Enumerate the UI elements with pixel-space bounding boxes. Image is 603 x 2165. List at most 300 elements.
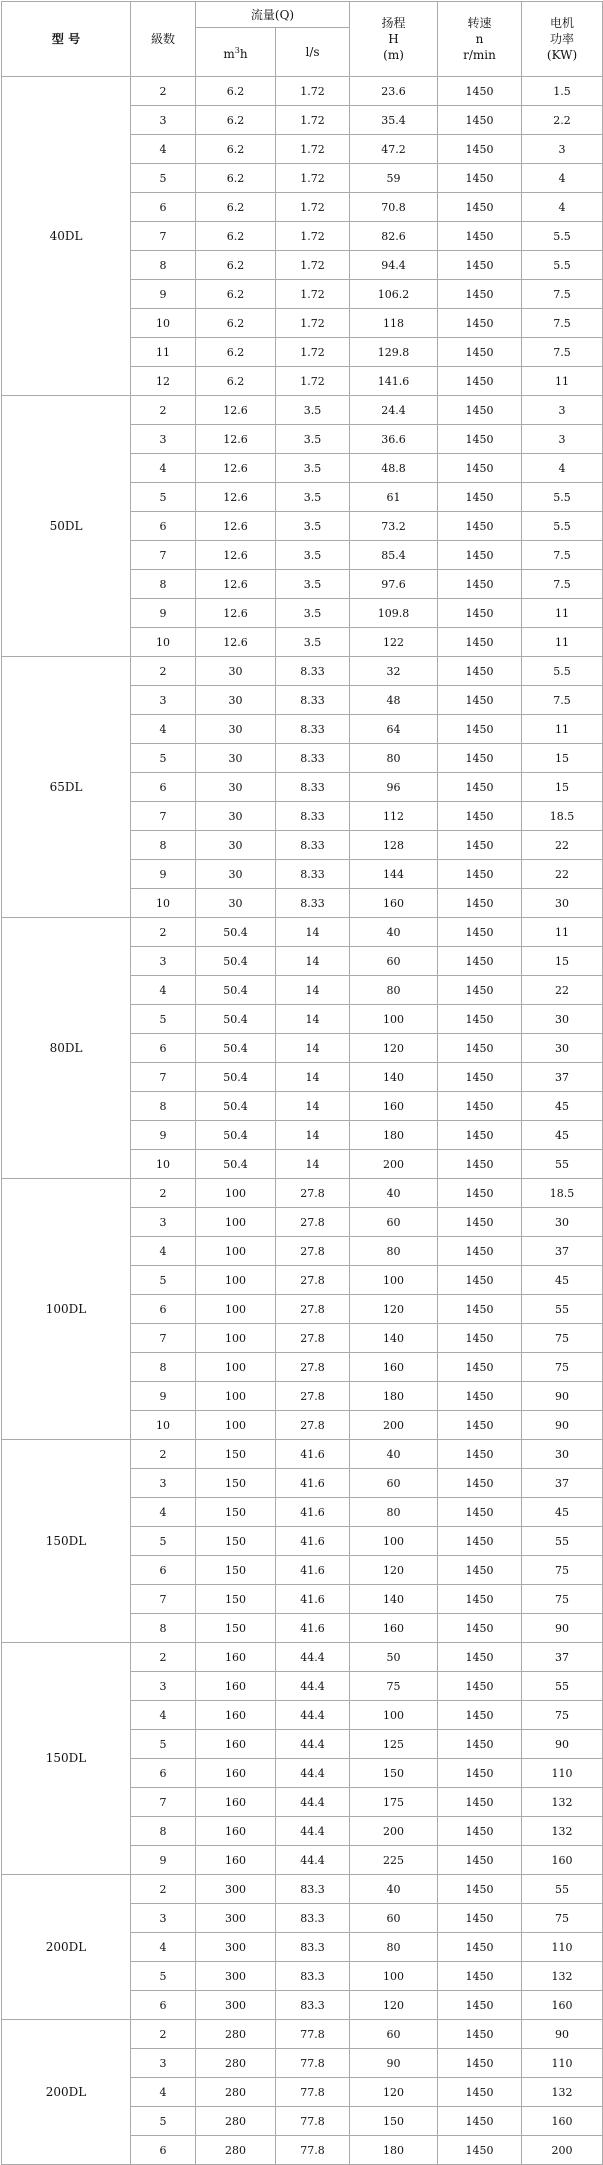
flow-ls-cell: 1.72	[276, 367, 350, 396]
speed-cell: 1450	[438, 1556, 522, 1585]
head-cell: 122	[350, 628, 438, 657]
stages-cell: 6	[131, 512, 196, 541]
flow-m3h-cell: 150	[196, 1469, 276, 1498]
flow-m3h-cell: 100	[196, 1382, 276, 1411]
stages-cell: 4	[131, 1237, 196, 1266]
speed-cell: 1450	[438, 1817, 522, 1846]
speed-cell: 1450	[438, 686, 522, 715]
head-cell: 60	[350, 1904, 438, 1933]
head-cell: 150	[350, 2107, 438, 2136]
speed-cell: 1450	[438, 918, 522, 947]
stages-cell: 3	[131, 106, 196, 135]
flow-m3h-cell: 50.4	[196, 947, 276, 976]
power-cell: 37	[522, 1237, 603, 1266]
flow-ls-cell: 1.72	[276, 280, 350, 309]
flow-m3h-cell: 100	[196, 1295, 276, 1324]
speed-cell: 1450	[438, 2107, 522, 2136]
header-flow-m3h	[196, 28, 276, 77]
stages-cell: 2	[131, 657, 196, 686]
power-cell: 110	[522, 1759, 603, 1788]
stages-cell: 10	[131, 1411, 196, 1440]
speed-cell: 1450	[438, 1759, 522, 1788]
stages-cell: 7	[131, 1788, 196, 1817]
stages-cell: 5	[131, 1005, 196, 1034]
flow-ls-cell: 27.8	[276, 1353, 350, 1382]
head-cell: 40	[350, 1179, 438, 1208]
flow-m3h-cell: 12.6	[196, 628, 276, 657]
speed-cell: 1450	[438, 976, 522, 1005]
power-cell: 7.5	[522, 686, 603, 715]
flow-m3h-cell: 50.4	[196, 1063, 276, 1092]
head-cell: 200	[350, 1411, 438, 1440]
stages-cell: 4	[131, 1701, 196, 1730]
head-cell: 225	[350, 1846, 438, 1875]
stages-cell: 10	[131, 628, 196, 657]
stages-cell: 5	[131, 1962, 196, 1991]
flow-ls-cell: 27.8	[276, 1411, 350, 1440]
head-cell: 100	[350, 1527, 438, 1556]
flow-ls-cell: 3.5	[276, 396, 350, 425]
header-head-line-1: 扬程	[381, 16, 406, 30]
stages-cell: 7	[131, 1324, 196, 1353]
flow-m3h-cell: 150	[196, 1440, 276, 1469]
power-cell: 37	[522, 1469, 603, 1498]
power-cell: 30	[522, 1208, 603, 1237]
stages-cell: 6	[131, 1556, 196, 1585]
flow-m3h-cell: 12.6	[196, 541, 276, 570]
head-cell: 50	[350, 1643, 438, 1672]
stages-cell: 3	[131, 2049, 196, 2078]
head-cell: 140	[350, 1063, 438, 1092]
table-row	[2, 1440, 603, 1469]
head-cell: 32	[350, 657, 438, 686]
head-cell: 36.6	[350, 425, 438, 454]
flow-m3h-cell: 100	[196, 1179, 276, 1208]
power-cell: 90	[522, 1411, 603, 1440]
power-cell: 30	[522, 1034, 603, 1063]
table-row	[2, 918, 603, 947]
flow-ls-cell: 83.3	[276, 1991, 350, 2020]
head-cell: 64	[350, 715, 438, 744]
stages-cell: 4	[131, 454, 196, 483]
speed-cell: 1450	[438, 1034, 522, 1063]
speed-cell: 1450	[438, 367, 522, 396]
head-cell: 109.8	[350, 599, 438, 628]
table-row	[2, 1875, 603, 1904]
speed-cell: 1450	[438, 1353, 522, 1382]
head-cell: 82.6	[350, 222, 438, 251]
speed-cell: 1450	[438, 1933, 522, 1962]
stages-cell: 7	[131, 1063, 196, 1092]
flow-ls-cell: 41.6	[276, 1585, 350, 1614]
flow-ls-cell: 8.33	[276, 773, 350, 802]
header-head-line-2: H	[388, 32, 399, 46]
head-cell: 160	[350, 1353, 438, 1382]
speed-cell: 1450	[438, 831, 522, 860]
power-cell: 75	[522, 1701, 603, 1730]
head-cell: 60	[350, 947, 438, 976]
power-cell: 55	[522, 1150, 603, 1179]
stages-cell: 3	[131, 1904, 196, 1933]
speed-cell: 1450	[438, 860, 522, 889]
stages-cell: 3	[131, 1208, 196, 1237]
head-cell: 75	[350, 1672, 438, 1701]
table-row	[2, 396, 603, 425]
stages-cell: 2	[131, 77, 196, 106]
stages-cell: 5	[131, 2107, 196, 2136]
speed-cell: 1450	[438, 2136, 522, 2165]
head-cell: 85.4	[350, 541, 438, 570]
flow-m3h-cell: 12.6	[196, 512, 276, 541]
power-cell: 132	[522, 1962, 603, 1991]
flow-ls-cell: 44.4	[276, 1788, 350, 1817]
flow-m3h-cell: 100	[196, 1353, 276, 1382]
header-power-line-3: (KW)	[546, 48, 578, 62]
power-cell: 18.5	[522, 1179, 603, 1208]
power-cell: 160	[522, 1991, 603, 2020]
power-cell: 15	[522, 773, 603, 802]
power-cell: 11	[522, 715, 603, 744]
flow-ls-cell: 83.3	[276, 1962, 350, 1991]
flow-ls-cell: 8.33	[276, 744, 350, 773]
stages-cell: 10	[131, 1150, 196, 1179]
head-cell: 70.8	[350, 193, 438, 222]
flow-ls-cell: 3.5	[276, 512, 350, 541]
flow-m3h-cell: 160	[196, 1701, 276, 1730]
speed-cell: 1450	[438, 1962, 522, 1991]
head-cell: 94.4	[350, 251, 438, 280]
stages-cell: 4	[131, 1933, 196, 1962]
speed-cell: 1450	[438, 1092, 522, 1121]
flow-m3h-cell: 160	[196, 1817, 276, 1846]
flow-ls-cell: 1.72	[276, 164, 350, 193]
power-cell: 90	[522, 1614, 603, 1643]
speed-cell: 1450	[438, 1440, 522, 1469]
flow-ls-cell: 83.3	[276, 1875, 350, 1904]
flow-ls-cell: 44.4	[276, 1817, 350, 1846]
flow-ls-cell: 1.72	[276, 309, 350, 338]
stages-cell: 8	[131, 1817, 196, 1846]
flow-m3h-cell: 300	[196, 1962, 276, 1991]
header-power-line-1: 电机	[550, 16, 575, 30]
stages-cell: 8	[131, 570, 196, 599]
head-cell: 120	[350, 1556, 438, 1585]
header-speed-line-3: r/min	[463, 48, 496, 62]
stages-cell: 6	[131, 1034, 196, 1063]
model-cell: 80DL	[2, 918, 131, 1179]
stages-cell: 6	[131, 2136, 196, 2165]
flow-ls-cell: 1.72	[276, 106, 350, 135]
power-cell: 22	[522, 976, 603, 1005]
stages-cell: 9	[131, 280, 196, 309]
power-cell: 15	[522, 744, 603, 773]
speed-cell: 1450	[438, 1672, 522, 1701]
power-cell: 22	[522, 860, 603, 889]
stages-cell: 6	[131, 1295, 196, 1324]
speed-cell: 1450	[438, 1498, 522, 1527]
model-cell: 200DL	[2, 2020, 131, 2165]
flow-m3h-cell: 30	[196, 744, 276, 773]
head-cell: 96	[350, 773, 438, 802]
flow-m3h-cell: 160	[196, 1759, 276, 1788]
head-cell: 160	[350, 1092, 438, 1121]
head-cell: 128	[350, 831, 438, 860]
flow-m3h-cell: 6.2	[196, 164, 276, 193]
speed-cell: 1450	[438, 1208, 522, 1237]
power-cell: 5.5	[522, 483, 603, 512]
stages-cell: 8	[131, 1353, 196, 1382]
speed-cell: 1450	[438, 454, 522, 483]
power-cell: 75	[522, 1353, 603, 1382]
flow-m3h-cell: 6.2	[196, 222, 276, 251]
flow-ls-cell: 14	[276, 1005, 350, 1034]
flow-ls-cell: 41.6	[276, 1440, 350, 1469]
flow-m3h-cell: 300	[196, 1991, 276, 2020]
head-cell: 129.8	[350, 338, 438, 367]
power-cell: 45	[522, 1121, 603, 1150]
flow-ls-cell: 1.72	[276, 338, 350, 367]
head-cell: 48.8	[350, 454, 438, 483]
head-cell: 100	[350, 1266, 438, 1295]
speed-cell: 1450	[438, 1324, 522, 1353]
flow-ls-cell: 44.4	[276, 1730, 350, 1759]
head-cell: 140	[350, 1585, 438, 1614]
flow-ls-cell: 44.4	[276, 1846, 350, 1875]
stages-cell: 6	[131, 773, 196, 802]
flow-ls-cell: 14	[276, 1121, 350, 1150]
flow-ls-cell: 8.33	[276, 715, 350, 744]
flow-ls-cell: 14	[276, 918, 350, 947]
power-cell: 5.5	[522, 657, 603, 686]
speed-cell: 1450	[438, 222, 522, 251]
flow-m3h-cell: 280	[196, 2136, 276, 2165]
flow-ls-cell: 3.5	[276, 570, 350, 599]
power-cell: 22	[522, 831, 603, 860]
power-cell: 37	[522, 1063, 603, 1092]
flow-m3h-cell: 30	[196, 773, 276, 802]
flow-ls-cell: 41.6	[276, 1556, 350, 1585]
stages-cell: 3	[131, 425, 196, 454]
power-cell: 7.5	[522, 280, 603, 309]
head-cell: 100	[350, 1701, 438, 1730]
head-cell: 97.6	[350, 570, 438, 599]
speed-cell: 1450	[438, 541, 522, 570]
speed-cell: 1450	[438, 1295, 522, 1324]
power-cell: 132	[522, 1817, 603, 1846]
flow-ls-cell: 8.33	[276, 802, 350, 831]
power-cell: 5.5	[522, 512, 603, 541]
flow-m3h-cell: 100	[196, 1208, 276, 1237]
speed-cell: 1450	[438, 1846, 522, 1875]
stages-cell: 2	[131, 918, 196, 947]
power-cell: 90	[522, 1382, 603, 1411]
flow-ls-cell: 77.8	[276, 2049, 350, 2078]
power-cell: 55	[522, 1672, 603, 1701]
stages-cell: 3	[131, 686, 196, 715]
speed-cell: 1450	[438, 1150, 522, 1179]
power-cell: 4	[522, 454, 603, 483]
flow-ls-cell: 8.33	[276, 831, 350, 860]
head-cell: 40	[350, 1875, 438, 1904]
table-row	[2, 1643, 603, 1672]
power-cell: 11	[522, 628, 603, 657]
speed-cell: 1450	[438, 1788, 522, 1817]
head-cell: 144	[350, 860, 438, 889]
flow-ls-cell: 27.8	[276, 1266, 350, 1295]
speed-cell: 1450	[438, 1469, 522, 1498]
flow-m3h-cell: 6.2	[196, 251, 276, 280]
table-row	[2, 1179, 603, 1208]
power-cell: 75	[522, 1556, 603, 1585]
power-cell: 110	[522, 2049, 603, 2078]
flow-ls-cell: 27.8	[276, 1324, 350, 1353]
stages-cell: 6	[131, 193, 196, 222]
flow-ls-cell: 41.6	[276, 1469, 350, 1498]
header-power-line-2: 功率	[550, 32, 575, 46]
power-cell: 3	[522, 135, 603, 164]
power-cell: 75	[522, 1324, 603, 1353]
head-cell: 23.6	[350, 77, 438, 106]
head-cell: 200	[350, 1150, 438, 1179]
flow-ls-cell: 27.8	[276, 1237, 350, 1266]
power-cell: 5.5	[522, 251, 603, 280]
stages-cell: 4	[131, 2078, 196, 2107]
flow-ls-cell: 44.4	[276, 1701, 350, 1730]
power-cell: 7.5	[522, 570, 603, 599]
power-cell: 160	[522, 1846, 603, 1875]
flow-ls-cell: 27.8	[276, 1382, 350, 1411]
head-cell: 140	[350, 1324, 438, 1353]
flow-ls-cell: 14	[276, 947, 350, 976]
flow-m3h-cell: 12.6	[196, 396, 276, 425]
speed-cell: 1450	[438, 1904, 522, 1933]
flow-ls-cell: 27.8	[276, 1179, 350, 1208]
flow-ls-cell: 8.33	[276, 860, 350, 889]
speed-cell: 1450	[438, 338, 522, 367]
header-model: 型 号	[2, 2, 131, 77]
table-row	[2, 77, 603, 106]
stages-cell: 2	[131, 1440, 196, 1469]
speed-cell: 1450	[438, 1005, 522, 1034]
flow-m3h-cell: 280	[196, 2078, 276, 2107]
head-cell: 180	[350, 2136, 438, 2165]
flow-ls-cell: 3.5	[276, 454, 350, 483]
header-flow-ls: l/s	[276, 28, 350, 77]
header-speed	[438, 2, 522, 77]
flow-ls-cell: 44.4	[276, 1672, 350, 1701]
power-cell: 132	[522, 1788, 603, 1817]
speed-cell: 1450	[438, 1730, 522, 1759]
flow-m3h-cell: 300	[196, 1933, 276, 1962]
head-cell: 120	[350, 1034, 438, 1063]
header-flow-m3h-base: m	[223, 46, 235, 61]
flow-m3h-cell: 100	[196, 1411, 276, 1440]
head-cell: 200	[350, 1817, 438, 1846]
header-flow-m3h-rest: h	[239, 46, 248, 61]
power-cell: 30	[522, 1005, 603, 1034]
flow-m3h-cell: 280	[196, 2049, 276, 2078]
stages-cell: 10	[131, 889, 196, 918]
stages-cell: 5	[131, 164, 196, 193]
stages-cell: 3	[131, 1672, 196, 1701]
power-cell: 30	[522, 889, 603, 918]
power-cell: 45	[522, 1092, 603, 1121]
power-cell: 200	[522, 2136, 603, 2165]
head-cell: 120	[350, 1295, 438, 1324]
power-cell: 75	[522, 1904, 603, 1933]
flow-m3h-cell: 30	[196, 715, 276, 744]
flow-m3h-cell: 6.2	[196, 338, 276, 367]
stages-cell: 7	[131, 541, 196, 570]
head-cell: 60	[350, 1469, 438, 1498]
speed-cell: 1450	[438, 1991, 522, 2020]
flow-ls-cell: 1.72	[276, 251, 350, 280]
flow-m3h-cell: 50.4	[196, 1121, 276, 1150]
speed-cell: 1450	[438, 1382, 522, 1411]
head-cell: 40	[350, 1440, 438, 1469]
head-cell: 180	[350, 1382, 438, 1411]
head-cell: 100	[350, 1962, 438, 1991]
head-cell: 118	[350, 309, 438, 338]
flow-m3h-cell: 280	[196, 2107, 276, 2136]
power-cell: 30	[522, 1440, 603, 1469]
power-cell: 55	[522, 1295, 603, 1324]
flow-m3h-cell: 150	[196, 1556, 276, 1585]
stages-cell: 5	[131, 1527, 196, 1556]
head-cell: 73.2	[350, 512, 438, 541]
power-cell: 2.2	[522, 106, 603, 135]
flow-ls-cell: 41.6	[276, 1527, 350, 1556]
flow-m3h-cell: 6.2	[196, 280, 276, 309]
speed-cell: 1450	[438, 135, 522, 164]
flow-m3h-cell: 50.4	[196, 1034, 276, 1063]
stages-cell: 7	[131, 1585, 196, 1614]
stages-cell: 6	[131, 1991, 196, 2020]
power-cell: 37	[522, 1643, 603, 1672]
stages-cell: 5	[131, 744, 196, 773]
head-cell: 150	[350, 1759, 438, 1788]
stages-cell: 4	[131, 976, 196, 1005]
flow-ls-cell: 1.72	[276, 222, 350, 251]
flow-ls-cell: 8.33	[276, 657, 350, 686]
power-cell: 110	[522, 1933, 603, 1962]
flow-m3h-cell: 100	[196, 1237, 276, 1266]
speed-cell: 1450	[438, 1701, 522, 1730]
head-cell: 90	[350, 2049, 438, 2078]
stages-cell: 10	[131, 309, 196, 338]
pump-spec-table	[1, 1, 603, 2165]
speed-cell: 1450	[438, 628, 522, 657]
head-cell: 100	[350, 1005, 438, 1034]
flow-m3h-cell: 6.2	[196, 106, 276, 135]
model-cell: 50DL	[2, 396, 131, 657]
flow-m3h-cell: 12.6	[196, 454, 276, 483]
head-cell: 80	[350, 1498, 438, 1527]
flow-ls-cell: 1.72	[276, 77, 350, 106]
power-cell: 4	[522, 193, 603, 222]
flow-m3h-cell: 300	[196, 1904, 276, 1933]
head-cell: 61	[350, 483, 438, 512]
stages-cell: 7	[131, 222, 196, 251]
stages-cell: 8	[131, 251, 196, 280]
power-cell: 160	[522, 2107, 603, 2136]
head-cell: 35.4	[350, 106, 438, 135]
flow-ls-cell: 3.5	[276, 628, 350, 657]
model-cell: 40DL	[2, 77, 131, 396]
speed-cell: 1450	[438, 1237, 522, 1266]
flow-ls-cell: 3.5	[276, 425, 350, 454]
stages-cell: 6	[131, 1759, 196, 1788]
